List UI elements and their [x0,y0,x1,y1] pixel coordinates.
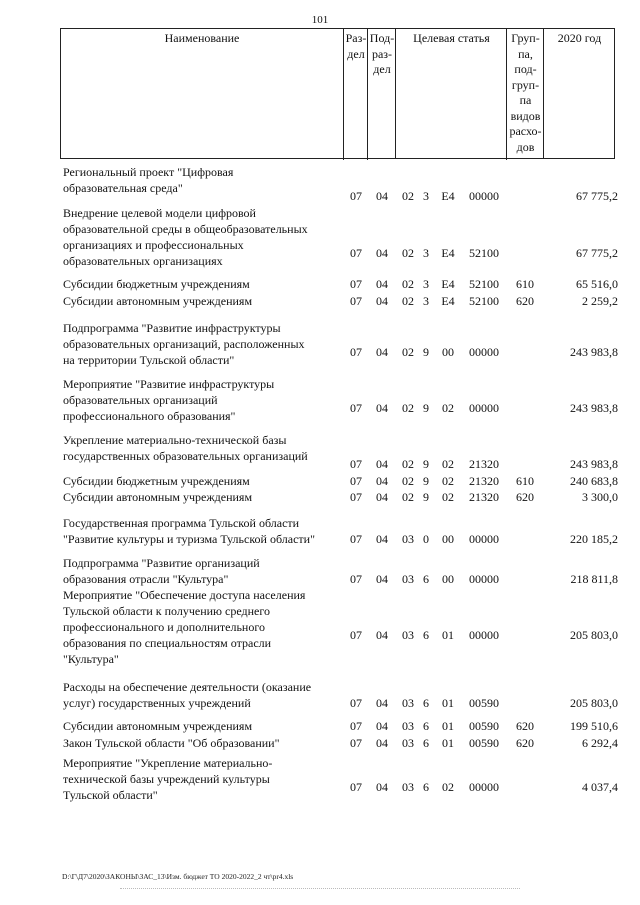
row-name-line: образования по специальностям отрасли [63,636,272,650]
header-razdel-label: дел [347,46,365,61]
event-code-cell: 00 [442,532,454,546]
amount-cell: 218 811,8 [570,572,618,586]
amount-cell: 205 803,0 [570,628,618,642]
podrazdel-cell: 04 [376,294,388,308]
row-name-line: Укрепление материально-технической базы [63,433,287,447]
subprogram-code-cell: 9 [423,490,429,504]
row-name-line: Субсидии автономным учреждениям [63,719,253,733]
podrazdel-cell: 04 [376,490,388,504]
program-code-cell: 02 [402,189,414,203]
podrazdel-cell: 04 [376,189,388,203]
amount-cell: 220 185,2 [570,532,618,546]
amount-cell: 205 803,0 [570,696,618,710]
program-code-cell: 02 [402,401,414,415]
podrazdel-cell: 04 [376,696,388,710]
amount-cell: 240 683,8 [570,474,618,488]
razdel-cell: 07 [350,277,362,291]
expense-code-cell: 52100 [469,294,499,308]
row-name-line: Субсидии бюджетным учреждениям [63,277,250,291]
row-name-line: Тульской области" [63,788,158,802]
header-podrazdel-label: раз- [371,46,393,61]
row-name-line: Расходы на обеспечение деятельности (оказание [63,680,312,694]
group-code-cell: 620 [516,719,534,733]
row-name-cell [63,320,343,368]
program-code-cell: 02 [402,246,414,260]
razdel-cell: 07 [350,628,362,642]
row-name-cell [63,555,343,587]
event-code-cell: E4 [441,294,455,308]
row-name-line: образовательных организациях [63,254,223,268]
amount-cell: 243 983,8 [570,401,618,415]
group-code-cell: 610 [516,474,534,488]
program-code-cell: 03 [402,532,414,546]
program-code-cell: 03 [402,736,414,750]
group-code-cell: 620 [516,294,534,308]
header-group-label: дов [516,139,535,154]
event-code-cell: E4 [441,246,455,260]
event-code-cell: 01 [442,736,454,750]
header-podrazdel-label: дел [373,62,391,76]
razdel-cell: 07 [350,345,362,359]
file-path-footer: D:\Г\Д7\2020\ЗАКОНЫ\ЗАС_13\Изм. бюджет ТО 2020-2022_2 чт\pr4.xls [62,872,294,881]
razdel-cell: 07 [350,532,362,546]
subprogram-code-cell: 6 [423,572,429,586]
subprogram-code-cell: 9 [423,345,429,359]
subprogram-code-cell: 6 [423,780,429,794]
podrazdel-cell: 04 [376,532,388,546]
row-name-line: образовательной среды в общеобразовательных [63,222,308,236]
amount-cell: 67 775,2 [576,189,618,203]
event-code-cell: 01 [442,696,454,710]
event-code-cell: 02 [442,457,454,471]
row-name-cell [63,735,343,751]
program-code-cell: 03 [402,780,414,794]
row-name-cell [63,276,343,292]
razdel-cell: 07 [350,189,362,203]
subprogram-code-cell: 9 [423,474,429,488]
row-name-line: образовательных организаций, расположенных [63,337,305,351]
row-name-cell [63,587,343,667]
program-code-cell: 02 [402,457,414,471]
row-name-line: образовательная среда" [63,181,183,195]
razdel-cell: 07 [350,246,362,260]
podrazdel-cell: 04 [376,246,388,260]
subprogram-code-cell: 6 [423,736,429,750]
row-name-line: Субсидии бюджетным учреждениям [63,474,250,488]
razdel-cell: 07 [350,401,362,415]
row-name-line: образования отрасли "Культура" [63,572,229,586]
group-code-cell: 620 [516,736,534,750]
amount-cell: 199 510,6 [570,719,618,733]
expense-code-cell: 00000 [469,532,499,546]
razdel-cell: 07 [350,474,362,488]
subprogram-code-cell: 0 [423,532,429,546]
event-code-cell: 02 [442,780,454,794]
row-name-line: профессионального и дополнительного [63,620,265,634]
row-name-line: образовательных организаций [63,393,218,407]
expense-code-cell: 00590 [469,736,499,750]
razdel-cell: 07 [350,490,362,504]
subprogram-code-cell: 3 [423,246,429,260]
event-code-cell: E4 [441,189,455,203]
event-code-cell: 01 [442,719,454,733]
amount-cell: 243 983,8 [570,345,618,359]
header-group-label: груп- [511,77,540,92]
amount-cell: 6 292,4 [582,736,618,750]
row-name-line: Региональный проект "Цифровая [63,165,234,179]
row-name-line: Мероприятие "Развитие инфраструктуры [63,377,275,391]
expense-code-cell: 52100 [469,277,499,291]
subprogram-code-cell: 3 [423,277,429,291]
podrazdel-cell: 04 [376,401,388,415]
row-name-cell [63,293,343,309]
event-code-cell: E4 [441,277,455,291]
razdel-cell: 07 [350,696,362,710]
expense-code-cell: 21320 [469,490,499,504]
row-name-line: Субсидии автономным учреждениям [63,294,253,308]
event-code-cell: 00 [442,345,454,359]
row-name-cell [63,205,343,269]
amount-cell: 3 300,0 [582,490,618,504]
expense-code-cell: 21320 [469,457,499,471]
header-year-label: 2020 год [557,31,602,45]
header-target-label: Целевая статья [413,31,490,45]
subprogram-code-cell: 6 [423,696,429,710]
program-code-cell: 03 [402,719,414,733]
row-name-line: Мероприятие "Укрепление материально- [63,756,273,770]
subprogram-code-cell: 6 [423,628,429,642]
header-group-label: Груп- [511,31,540,45]
page-number: 101 [311,14,329,26]
program-code-cell: 02 [402,294,414,308]
header-group-label: па, [518,46,533,61]
row-name-line: на территории Тульской области" [63,353,235,367]
row-name-line: технической базы учреждений культуры [63,772,270,786]
amount-cell: 67 775,2 [576,246,618,260]
expense-code-cell: 00590 [469,696,499,710]
program-code-cell: 02 [402,490,414,504]
row-name-line: услуг) государственных учреждений [63,696,251,710]
program-code-cell: 03 [402,696,414,710]
program-code-cell: 02 [402,345,414,359]
razdel-cell: 07 [350,780,362,794]
row-name-line: Мероприятие "Обеспечение доступа населения [63,588,306,602]
program-code-cell: 03 [402,572,414,586]
group-code-cell: 620 [516,490,534,504]
row-name-cell [63,489,343,505]
row-name-line: "Развитие культуры и туризма Тульской области" [63,532,315,546]
event-code-cell: 02 [442,401,454,415]
podrazdel-cell: 04 [376,719,388,733]
podrazdel-cell: 04 [376,628,388,642]
row-name-cell [63,432,343,464]
row-name-line: Закон Тульской области "Об образовании" [63,736,280,750]
amount-cell: 243 983,8 [570,457,618,471]
header-group-label: под- [514,62,537,76]
row-name-line: Внедрение целевой модели цифровой [63,206,256,220]
expense-code-cell: 00000 [469,401,499,415]
podrazdel-cell: 04 [376,345,388,359]
podrazdel-cell: 04 [376,736,388,750]
expense-code-cell: 00000 [469,572,499,586]
row-name-cell [63,515,343,547]
row-name-cell [63,679,343,711]
row-name-cell [63,473,343,489]
razdel-cell: 07 [350,736,362,750]
row-name-line: Субсидии автономным учреждениям [63,490,253,504]
program-code-cell: 02 [402,474,414,488]
program-code-cell: 03 [402,628,414,642]
subprogram-code-cell: 9 [423,457,429,471]
program-code-cell: 02 [402,277,414,291]
header-group-label: видов [510,108,541,123]
header-group-label: па [519,93,532,107]
footer-divider [120,888,520,890]
group-code-cell: 610 [516,277,534,291]
expense-code-cell: 52100 [469,246,499,260]
expense-code-cell: 00590 [469,719,499,733]
subprogram-code-cell: 3 [423,294,429,308]
header-group-label: расхо- [509,124,542,138]
amount-cell: 2 259,2 [582,294,618,308]
row-name-line: Подпрограмма "Развитие организаций [63,556,260,570]
event-code-cell: 02 [442,474,454,488]
podrazdel-cell: 04 [376,277,388,291]
podrazdel-cell: 04 [376,572,388,586]
razdel-cell: 07 [350,719,362,733]
header-razdel-label: Раз- [345,31,367,45]
amount-cell: 4 037,4 [582,780,618,794]
row-name-line: Подпрограмма "Развитие инфраструктуры [63,321,281,335]
expense-code-cell: 21320 [469,474,499,488]
podrazdel-cell: 04 [376,780,388,794]
podrazdel-cell: 04 [376,457,388,471]
event-code-cell: 00 [442,572,454,586]
row-name-cell [63,755,343,803]
subprogram-code-cell: 6 [423,719,429,733]
event-code-cell: 01 [442,628,454,642]
razdel-cell: 07 [350,294,362,308]
razdel-cell: 07 [350,457,362,471]
expense-code-cell: 00000 [469,189,499,203]
header-podrazdel-label: Под- [369,31,395,45]
event-code-cell: 02 [442,490,454,504]
row-name-line: организациях и профессиональных [63,238,244,252]
podrazdel-cell: 04 [376,474,388,488]
expense-code-cell: 00000 [469,628,499,642]
row-name-line: государственных образовательных организаций [63,449,308,463]
row-name-line: "Культура" [63,652,119,666]
row-name-line: Государственная программа Тульской области [63,516,300,530]
amount-cell: 65 516,0 [576,277,618,291]
expense-code-cell: 00000 [469,345,499,359]
row-name-cell [63,376,343,424]
razdel-cell: 07 [350,572,362,586]
subprogram-code-cell: 3 [423,189,429,203]
header-name-label: Наименование [164,31,240,45]
row-name-cell [63,164,343,196]
expense-code-cell: 00000 [469,780,499,794]
row-name-line: Тульской области к получению среднего [63,604,270,618]
row-name-cell [63,718,343,734]
subprogram-code-cell: 9 [423,401,429,415]
row-name-line: профессионального образования" [63,409,236,423]
